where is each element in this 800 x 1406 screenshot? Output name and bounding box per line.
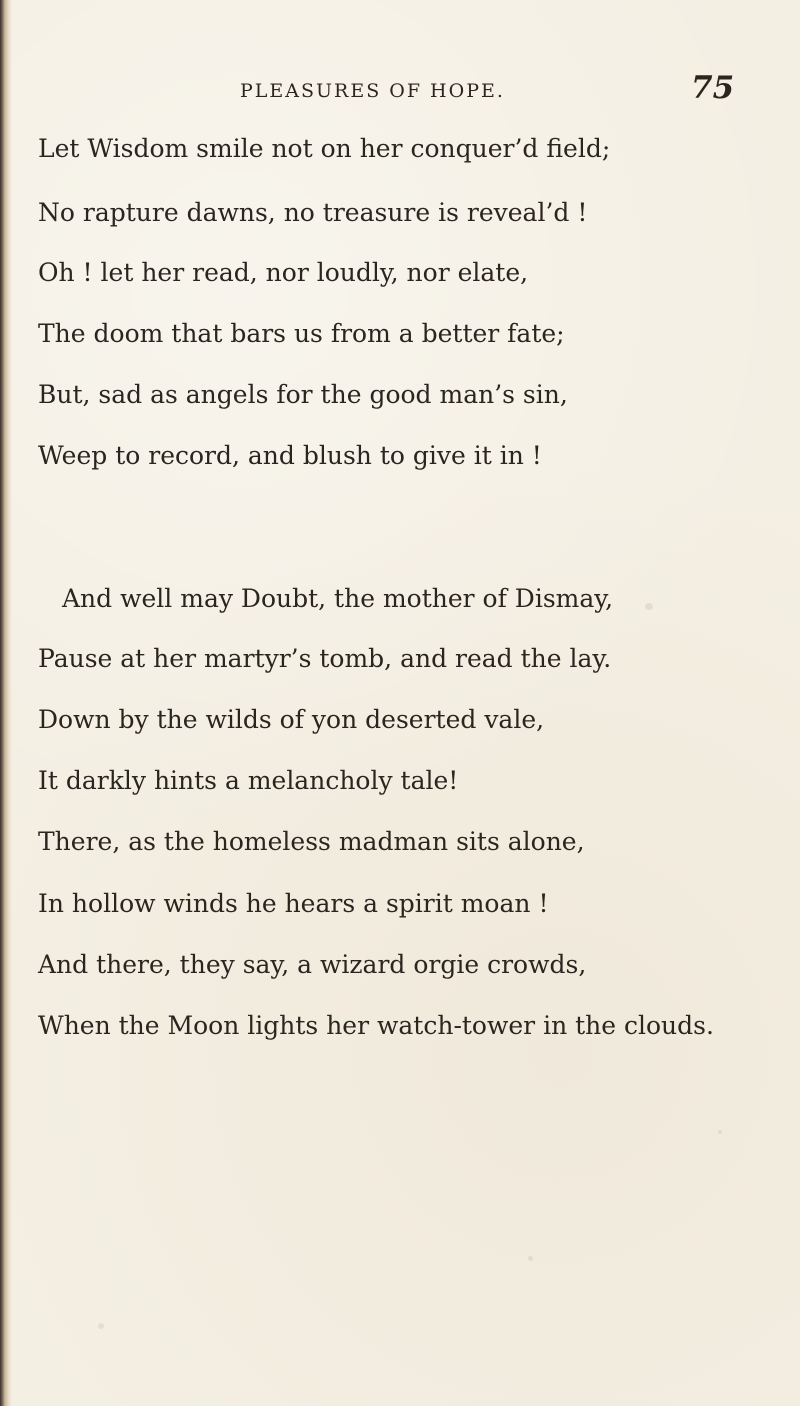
poem-line: The doom that bars us from a better fate; [38,319,565,348]
poem-line: But, sad as angels for the good man’s sin, [38,380,568,409]
poem-line: When the Moon lights her watch-tower in the clouds. [38,1011,714,1040]
poem-line: Weep to record, and blush to give it in ! [38,441,542,470]
poem-line: It darkly hints a melancholy tale! [38,766,459,795]
paper-speck [718,1130,722,1134]
poem-line: Down by the wilds of yon deserted vale, [38,705,545,734]
poem-line: There, as the homeless madman sits alone, [38,827,585,856]
poem-line: No rapture dawns, no treasure is reveal’d ! [38,198,588,227]
paper-speck [98,1323,104,1329]
poem-line: Oh ! let her read, nor loudly, nor elate, [38,258,529,287]
poem-line: And well may Doubt, the mother of Dismay, [62,584,614,613]
poem-line: And there, they say, a wizard orgie crowds, [38,950,587,979]
page-number: 75 [691,70,735,106]
poem-line: Pause at her martyr’s tomb, and read the lay. [38,644,612,673]
running-header: PLEASURES OF HOPE. [240,80,505,102]
paper-speck [645,603,653,610]
poem-line: Let Wisdom smile not on her conquer’d field; [38,134,611,163]
page-binding-edge [0,0,12,1406]
poem-line: In hollow winds he hears a spirit moan ! [38,889,549,918]
paper-speck [528,1256,533,1261]
